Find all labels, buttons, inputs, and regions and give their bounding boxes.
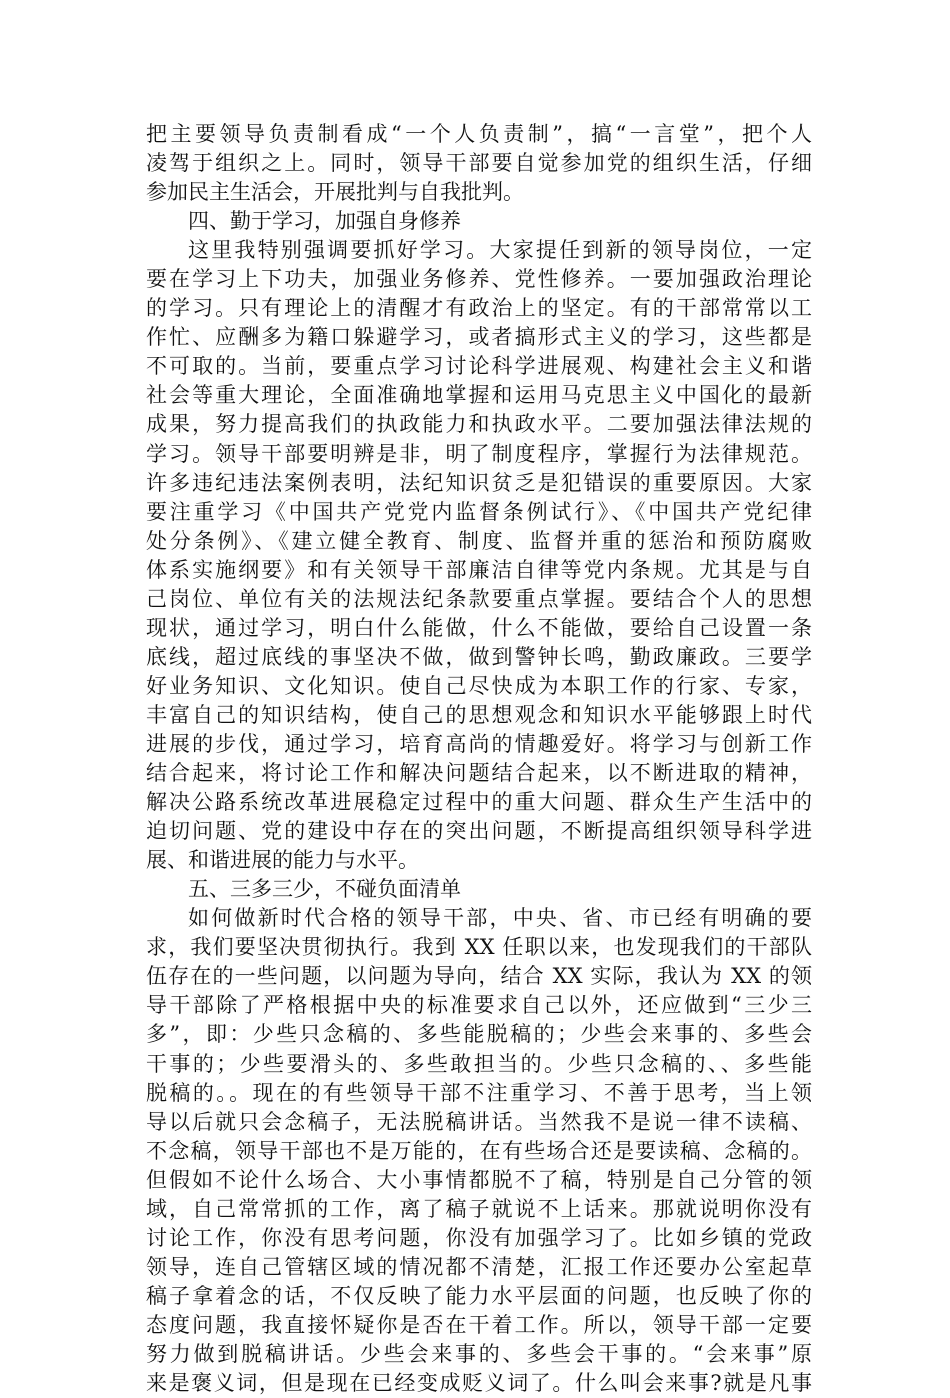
- text-line: 处分条例》、《建立健全教育、制度、监督并重的惩治和预防腐败: [146, 528, 812, 553]
- text-line: 要注重学习《中国共产党党内监督条例试行》、《中国共产党纪律: [146, 499, 812, 524]
- text-line: 多”，即：少些只念稿的、多些能脱稿的；少些会来事的、多些会: [146, 1022, 812, 1047]
- text-line: 学习。领导干部要明辨是非，明了制度程序，掌握行为法律规范。: [146, 441, 812, 466]
- text-line: 但假如不论什么场合、大小事情都脱不了稿，特别是自己分管的领: [146, 1167, 812, 1192]
- text-line: 社会等重大理论，全面准确地掌握和运用马克思主义中国化的最新: [146, 383, 812, 408]
- text-line: 参加民主生活会，开展批判与自我批判。: [146, 180, 524, 205]
- text-line: 干事的；少些要滑头的、多些敢担当的。少些只念稿的、、多些能: [146, 1051, 812, 1076]
- text-line: 这里我特别强调要抓好学习。大家提任到新的领导岗位，一定: [188, 238, 812, 263]
- text-line: 好业务知识、文化知识。使自己尽快成为本职工作的行家、专家，: [146, 673, 812, 698]
- text-line: 稿子拿着念的话，不仅反映了能力水平层面的问题，也反映了你的: [146, 1283, 812, 1308]
- text-line: 不可取的。当前，要重点学习讨论科学进展观、构建社会主义和谐: [146, 354, 812, 379]
- text-line: 解决公路系统改革进展稳定过程中的重大问题、群众生产生活中的: [146, 790, 812, 815]
- text-line: 展、和谐进展的能力与水平。: [146, 848, 419, 873]
- text-line: 把主要领导负责制看成“一个人负责制”，搞“一言堂”，把个人: [146, 122, 812, 146]
- text-line: 不念稿，领导干部也不是万能的，在有些场合还是要读稿、念稿的。: [146, 1138, 812, 1163]
- text-line: 迫切问题、党的建设中存在的突出问题，不断提高组织领导科学进: [146, 819, 812, 844]
- text-line: 成果，努力提高我们的执政能力和执政水平。二要加强法律法规的: [146, 412, 812, 437]
- text-line: 求，我们要坚决贯彻执行。我到 XX 任职以来，也发现我们的干部队: [146, 935, 812, 960]
- text-line: 脱稿的。。现在的有些领导干部不注重学习、不善于思考，当上领: [146, 1080, 812, 1105]
- text-line: 导干部除了严格根据中央的标准要求自己以外，还应做到“三少三: [146, 993, 812, 1018]
- text-line: 进展的步伐，通过学习，培育高尚的情趣爱好。将学习与创新工作: [146, 731, 812, 756]
- text-line: 结合起来，将讨论工作和解决问题结合起来，以不断进取的精神，: [146, 761, 812, 786]
- section-heading: 五、三多三少，不碰负面清单: [188, 877, 461, 902]
- text-line: 作忙、应酬多为籍口躲避学习，或者搞形式主义的学习，这些都是: [146, 325, 812, 350]
- text-line: 域，自己常常抓的工作，离了稿子就说不上话来。那就说明你没有: [146, 1196, 812, 1221]
- text-line: 领导，连自己管辖区域的情况都不清楚，汇报工作还要办公室起草: [146, 1254, 812, 1279]
- text-line: 许多违纪违法案例表明，法纪知识贫乏是犯错误的重要原因。大家: [146, 470, 812, 495]
- text-line: 现状，通过学习，明白什么能做，什么不能做，要给自己设置一条: [146, 615, 812, 640]
- text-line: 来是褒义词，但是现在已经变成贬义词了。什么叫会来事?就是凡事: [146, 1371, 812, 1396]
- text-line: 底线，超过底线的事坚决不做，做到警钟长鸣，勤政廉政。三要学: [146, 644, 812, 669]
- text-line: 体系实施纲要》和有关领导干部廉洁自律等党内条规。尤其是与自: [146, 557, 812, 582]
- text-line: 凌驾于组织之上。同时，领导干部要自觉参加党的组织生活，仔细: [146, 151, 812, 176]
- section-heading: 四、勤于学习，加强自身修养: [188, 209, 461, 234]
- text-line: 讨论工作，你没有思考问题，你没有加强学习了。比如乡镇的党政: [146, 1225, 812, 1250]
- text-line: 如何做新时代合格的领导干部，中央、省、市已经有明确的要: [188, 906, 812, 931]
- text-line: 要在学习上下功夫，加强业务修养、党性修养。一要加强政治理论: [146, 267, 812, 292]
- text-line: 己岗位、单位有关的法规法纪条款要重点掌握。要结合个人的思想: [146, 586, 812, 611]
- text-line: 导以后就只会念稿子，无法脱稿讲话。当然我不是说一律不读稿、: [146, 1109, 812, 1134]
- text-line: 丰富自己的知识结构，使自己的思想观念和知识水平能够跟上时代: [146, 702, 812, 727]
- text-line: 伍存在的一些问题，以问题为导向，结合 XX 实际，我认为 XX 的领: [146, 964, 812, 989]
- text-line: 努力做到脱稿讲话。少些会来事的、多些会干事的。“会来事”原: [146, 1341, 812, 1366]
- text-line: 的学习。只有理论上的清醒才有政治上的坚定。有的干部常常以工: [146, 296, 812, 321]
- document-body: [146, 120, 812, 1398]
- text-line: 态度问题，我直接怀疑你是否在干着工作。所以，领导干部一定要: [146, 1312, 812, 1337]
